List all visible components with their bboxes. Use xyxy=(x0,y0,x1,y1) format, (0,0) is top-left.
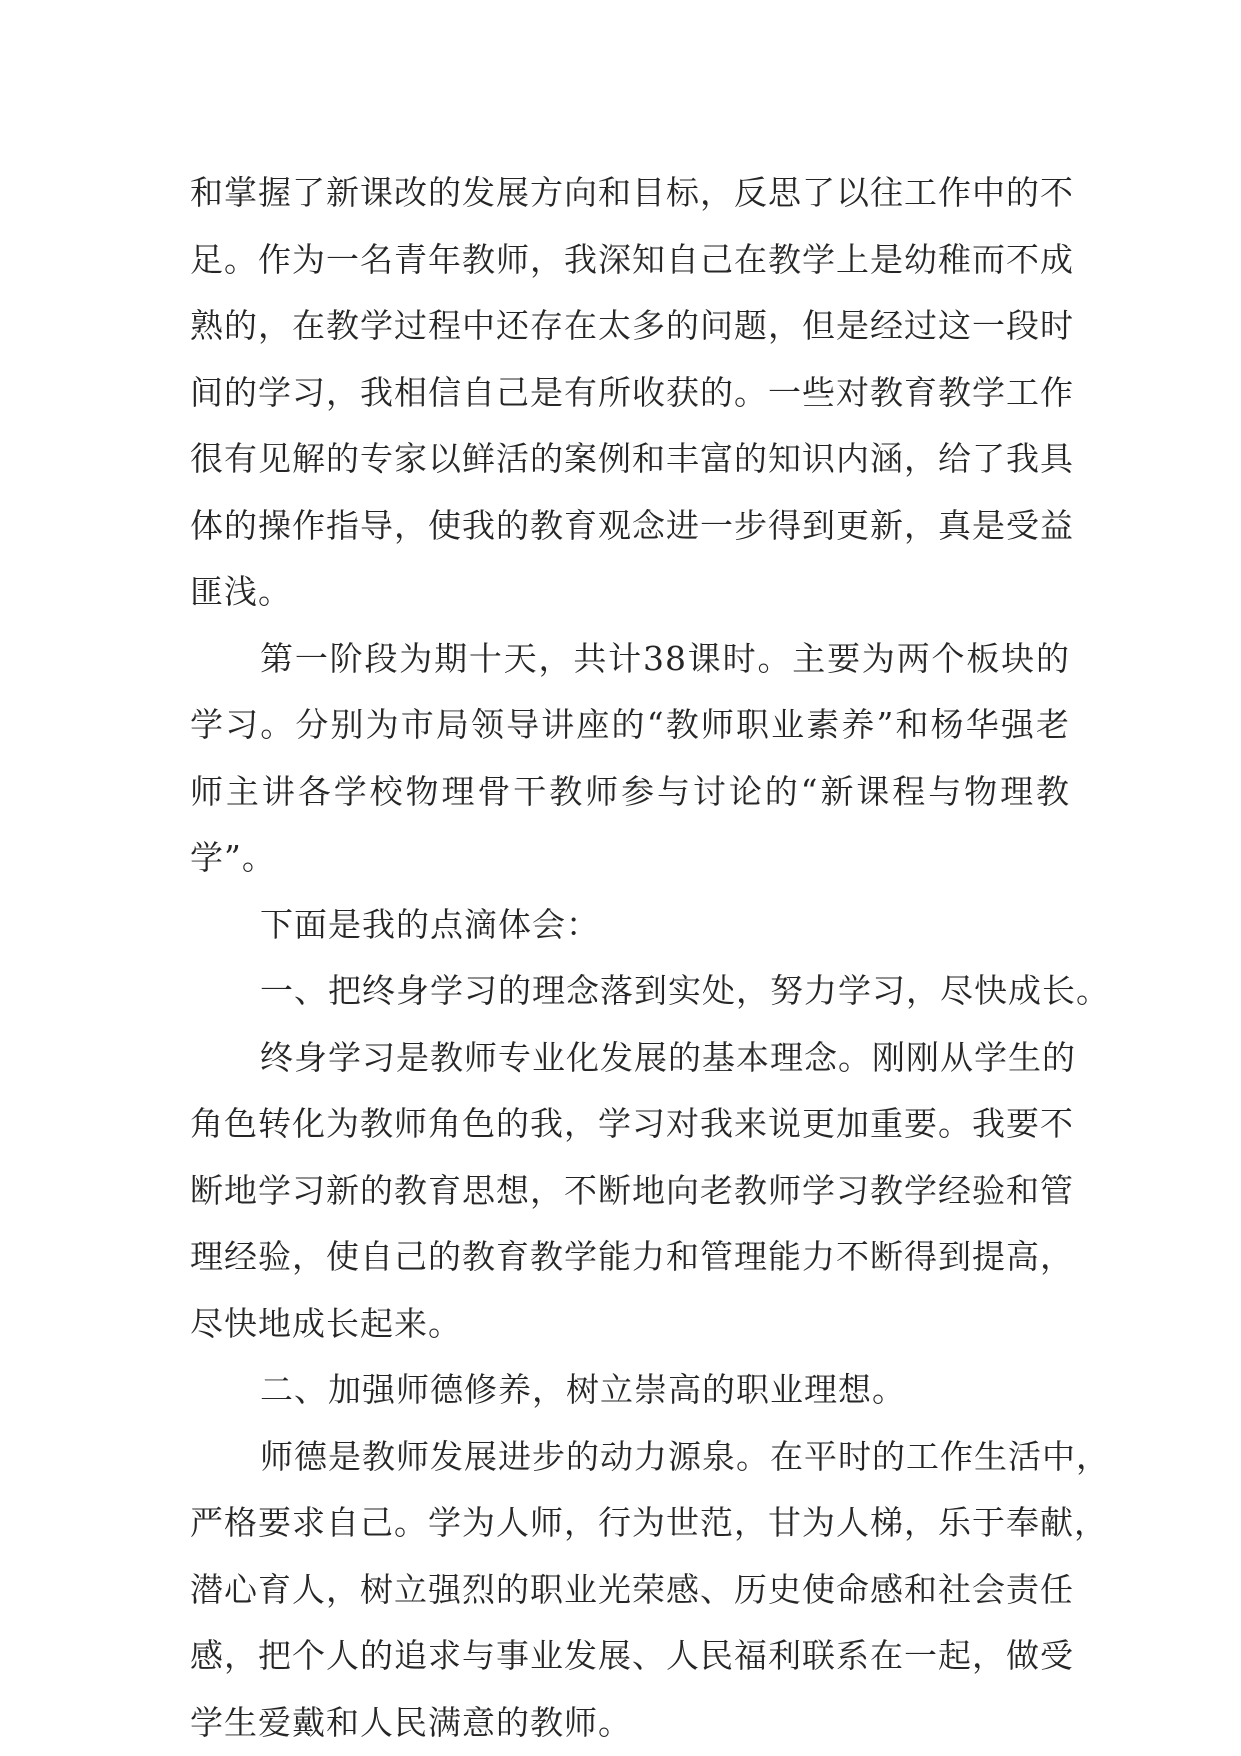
text-line-12: 下面是我的点滴体会： xyxy=(190,892,1070,959)
text-line-9: 学习。分别为市局领导讲座的“教师职业素养”和杨华强老 xyxy=(190,692,1070,759)
text-line-8: 第一阶段为期十天，共计38课时。主要为两个板块的 xyxy=(190,626,1070,693)
text-line-7: 匪浅。 xyxy=(190,559,1070,626)
document-body xyxy=(190,160,1070,1756)
text-line-1: 和掌握了新课改的发展方向和目标，反思了以往工作中的不 xyxy=(190,160,1070,227)
text-line-22: 潜心育人，树立强烈的职业光荣感、历史使命感和社会责任 xyxy=(190,1557,1070,1624)
text-line-14: 终身学习是教师专业化发展的基本理念。刚刚从学生的 xyxy=(190,1025,1070,1092)
text-line-24: 学生爱戴和人民满意的教师。 xyxy=(190,1690,1070,1756)
text-line-20: 师德是教师发展进步的动力源泉。在平时的工作生活中， xyxy=(190,1424,1070,1491)
text-line-10: 师主讲各学校物理骨干教师参与讨论的“新课程与物理教 xyxy=(190,759,1070,826)
section-heading-2: 二、加强师德修养，树立崇高的职业理想。 xyxy=(190,1357,1070,1424)
section-heading-1: 一、把终身学习的理念落到实处，努力学习，尽快成长。 xyxy=(190,958,1070,1025)
text-line-4: 间的学习，我相信自己是有所收获的。一些对教育教学工作 xyxy=(190,360,1070,427)
text-line-18: 尽快地成长起来。 xyxy=(190,1291,1070,1358)
text-line-23: 感，把个人的追求与事业发展、人民福利联系在一起，做受 xyxy=(190,1623,1070,1690)
text-line-16: 断地学习新的教育思想，不断地向老教师学习教学经验和管 xyxy=(190,1158,1070,1225)
text-line-21: 严格要求自己。学为人师，行为世范，甘为人梯，乐于奉献， xyxy=(190,1490,1070,1557)
text-line-17: 理经验，使自己的教育教学能力和管理能力不断得到提高， xyxy=(190,1224,1070,1291)
text-line-11: 学”。 xyxy=(190,825,1070,892)
text-line-15: 角色转化为教师角色的我，学习对我来说更加重要。我要不 xyxy=(190,1091,1070,1158)
text-line-6: 体的操作指导，使我的教育观念进一步得到更新，真是受益 xyxy=(190,493,1070,560)
text-line-3: 熟的，在教学过程中还存在太多的问题，但是经过这一段时 xyxy=(190,293,1070,360)
text-line-5: 很有见解的专家以鲜活的案例和丰富的知识内涵，给了我具 xyxy=(190,426,1070,493)
text-line-2: 足。作为一名青年教师，我深知自己在教学上是幼稚而不成 xyxy=(190,227,1070,294)
